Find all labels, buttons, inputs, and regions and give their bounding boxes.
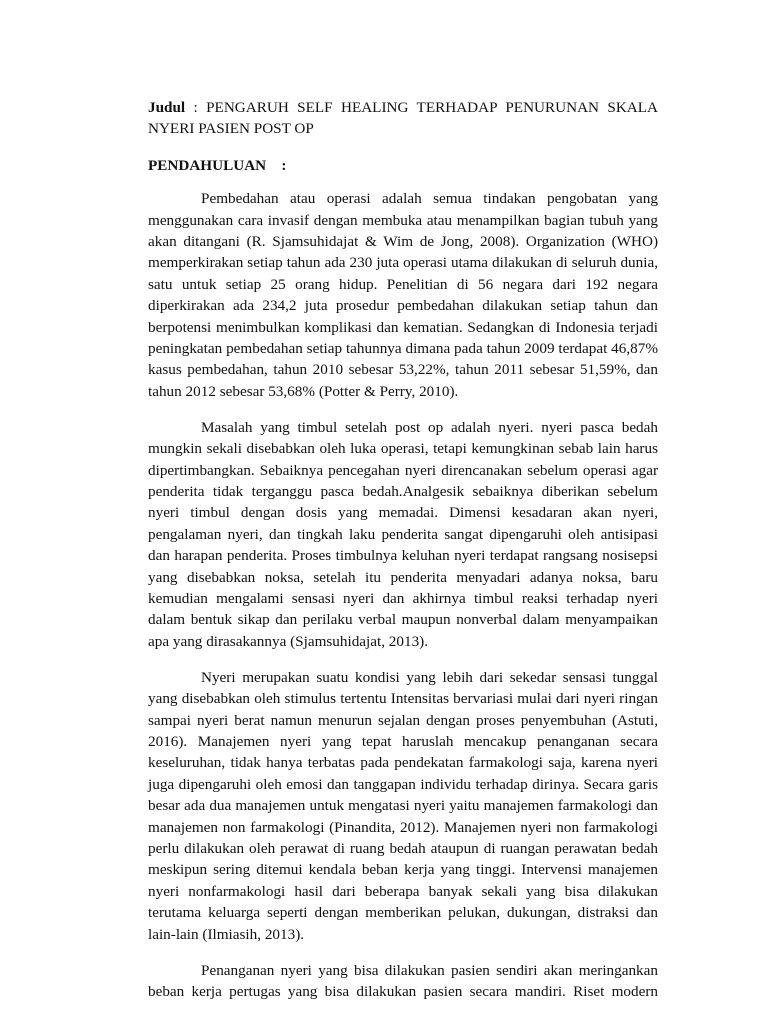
title-text: : PENGARUH SELF HEALING TERHADAP PENURUNAN SKALA NYERI PASIEN POST OP: [148, 99, 658, 138]
paragraph-1: Pembedahan atau operasi adalah semua tindakan pengobatan yang menggunakan cara invasif dengan membuka atau menampilkan bagian tubuh yang akan ditangani (R. Sjamsuhidajat & Wim de Jong, 2008). Organization (WHO) memperkirakan setiap tahun ada 230 juta operasi utama dilakukan di seluruh dunia, satu untuk setiap 25 orang hidup. Penelitian di 56 negara dari 192 negara diperkirakan ada 234,2 juta prosedur pembedahan dilakukan setiap tahun dan berpotensi menimbulkan komplikasi dan kematian. Sedangkan di Indonesia terjadi peningkatan pembedahan setiap tahunnya dimana pada tahun 2009 terdapat 46,87% kasus pembedahan, tahun 2010 sebesar 53,22%, tahun 2011 sebesar 51,59%, dan tahun 2012 sebesar 53,68% (Potter & Perry, 2010).: [148, 190, 658, 400]
title-label: Judul: [148, 99, 186, 116]
paragraph-2: Masalah yang timbul setelah post op adalah nyeri. nyeri pasca bedah mungkin sekali disebabkan oleh luka operasi, tetapi kemungkinan sebab lain harus dipertimbangkan. Sebaiknya pencegahan nyeri direncanakan sebelum operasi agar penderita tidak terganggu pasca bedah.Analgesik sebaiknya diberikan sebelum nyeri timbul dengan dosis yang memadai. Dimensi kesadaran akan nyeri, pengalaman nyeri, dan tingkah laku penderita sangat dipengaruhi oleh antisipasi dan harapan penderita. Proses timbulnya keluhan nyeri terdapat rangsang nosisepsi yang disebabkan noksa, setelah itu penderita menyadari adanya noksa, baru kemudian mengalami sensasi nyeri dan akhirnya timbul reaksi terhadap nyeri dalam bentuk sikap dan perilaku verbal maupun nonverbal dalam menyampaikan apa yang dirasakannya (Sjamsuhidajat, 2013).: [148, 418, 658, 650]
section-heading: PENDAHULUAN :: [148, 156, 287, 174]
document-title: [148, 97, 658, 140]
paragraph-3: Nyeri merupakan suatu kondisi yang lebih dari sekedar sensasi tunggal yang disebabkan oleh stimulus tertentu Intensitas bervariasi mulai dari nyeri ringan sampai nyeri berat namun menurun sejalan dengan proses penyembuhan (Astuti, 2016). Manajemen nyeri yang tepat haruslah mencakup penanganan secara keseluruhan, tidak hanya terbatas pada pendekatan farmakologi saja, karena nyeri juga dipengaruhi oleh emosi dan tanggapan individu terhadap dirinya. Secara garis besar ada dua manajemen untuk mengatasi nyeri yaitu manajemen farmakologi dan manajemen non farmakologi (Pinandita, 2012). Manajemen nyeri non farmakologi perlu dilakukan oleh perawat di ruang bedah ataupun di ruangan perawatan bedah meskipun sering ditemui kendala beban kerja yang tinggi. Intervensi manajemen nyeri nonfarmakologi hasil dari beberapa banyak sekali yang bisa dilakukan terutama keluarga seperti dengan memberikan pelukan, dukungan, distraksi dan lain-lain (Ilmiasih, 2013).: [148, 668, 658, 943]
paragraph-4: Penanganan nyeri yang bisa dilakukan pasien sendiri akan meringankan beban kerja pertugas yang bisa dilakukan pasien secara mandiri. Riset modern: [148, 961, 658, 1000]
